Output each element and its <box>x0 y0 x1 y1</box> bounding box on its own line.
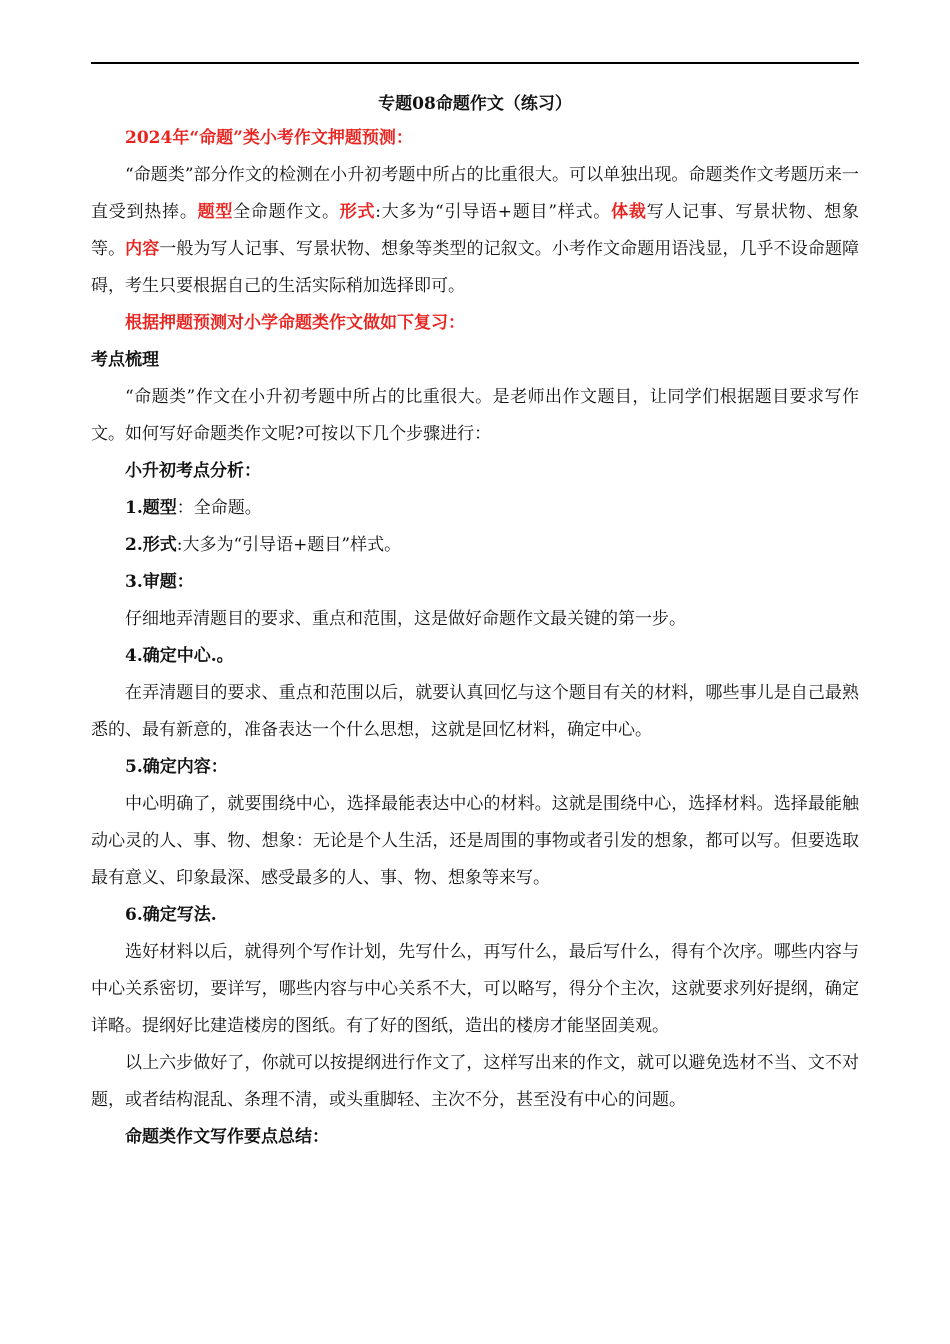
item-1 <box>91 490 859 527</box>
keyword-genre: 体裁 <box>611 202 647 222</box>
section-intro-paragraph: “命题类”作文在小升初考题中所占的比重很大。是老师出作文题目，让同学们根据题目要求写作文。如何写好命题类作文呢?可按以下几个步骤进行： <box>91 387 859 444</box>
header-rule <box>91 62 859 64</box>
item-1-text: ：全命题。 <box>176 498 262 518</box>
review-heading: 根据押题预测对小学命题类作文做如下复习： <box>125 313 465 333</box>
summary-heading: 命题类作文写作要点总结： <box>125 1127 329 1147</box>
keyword-type: 题型 <box>197 202 234 222</box>
intro-text-3: :大多为“引导语+题目”样式。 <box>375 202 612 222</box>
document-page <box>91 88 859 1156</box>
intro-paragraph <box>91 157 859 305</box>
item-1-label: 1.题型 <box>125 498 177 518</box>
closing-paragraph: 以上六步做好了，你就可以按提纲进行作文了，这样写出来的作文，就可以避免选材不当、文不对题，或者结构混乱、条理不清，或头重脚轻、主次不分，甚至没有中心的问题。 <box>91 1053 859 1110</box>
item-3-label: 3.审题： <box>125 572 194 592</box>
item-6-paragraph: 选好材料以后，就得列个写作计划，先写什么，再写什么，最后写什么，得有个次序。哪些内容与中心关系密切，要详写，哪些内容与中心关系不大，可以略写，得分个主次，这就要求列好提纲，确定详略。提纲好比建造楼房的图纸。有了好的图纸，造出的楼房才能坚固美观。 <box>91 942 859 1036</box>
item-5-paragraph: 中心明确了，就要围绕中心，选择最能表达中心的材料。这就是围绕中心，选择材料。选择最能触动心灵的人、事、物、想象：无论是个人生活，还是周围的事物或者引发的想象，都可以写。但要选取最有意义、印象最深、感受最多的人、事、物、想象等来写。 <box>91 794 859 888</box>
keyword-form: 形式 <box>339 202 376 222</box>
item-5-label: 5.确定内容： <box>125 757 228 777</box>
analysis-heading: 小升初考点分析： <box>125 461 261 481</box>
item-2-label: 2.形式 <box>125 535 177 555</box>
section-title: 考点梳理 <box>91 350 159 370</box>
intro-text-2: 全命题作文。 <box>233 202 340 222</box>
page-title: 专题08命题作文（练习） <box>378 94 572 114</box>
intro-text-5: 一般为写人记事、写景状物、想象等类型的记叙文。小考作文命题用语浅显，几乎不设命题障碍，考生只要根据自己的生活实际稍加选择即可。 <box>91 239 860 296</box>
intro-text-1: “命题类”部分作文的检测在小升初考题中所占的比重很大。可以单独出现。命题类作文考题历来一直受到热捧。 <box>91 165 859 222</box>
item-3-paragraph: 仔细地弄清题目的要求、重点和范围，这是做好命题作文最关键的第一步。 <box>125 609 686 629</box>
item-2 <box>91 527 859 564</box>
keyword-content: 内容 <box>125 239 160 259</box>
item-2-text: :大多为“引导语+题目”样式。 <box>176 535 402 555</box>
intro-text-4: 写人记事、写景状物、想象等。 <box>91 202 860 259</box>
prediction-heading: 2024年“命题”类小考作文押题预测： <box>125 128 413 148</box>
item-4-paragraph: 在弄清题目的要求、重点和范围以后，就要认真回忆与这个题目有关的材料，哪些事儿是自己最熟悉的、最有新意的，准备表达一个什么思想，这就是回忆材料，确定中心。 <box>91 683 859 740</box>
item-6-label: 6.确定写法. <box>125 905 217 925</box>
item-4-label: 4.确定中心.。 <box>125 646 234 666</box>
